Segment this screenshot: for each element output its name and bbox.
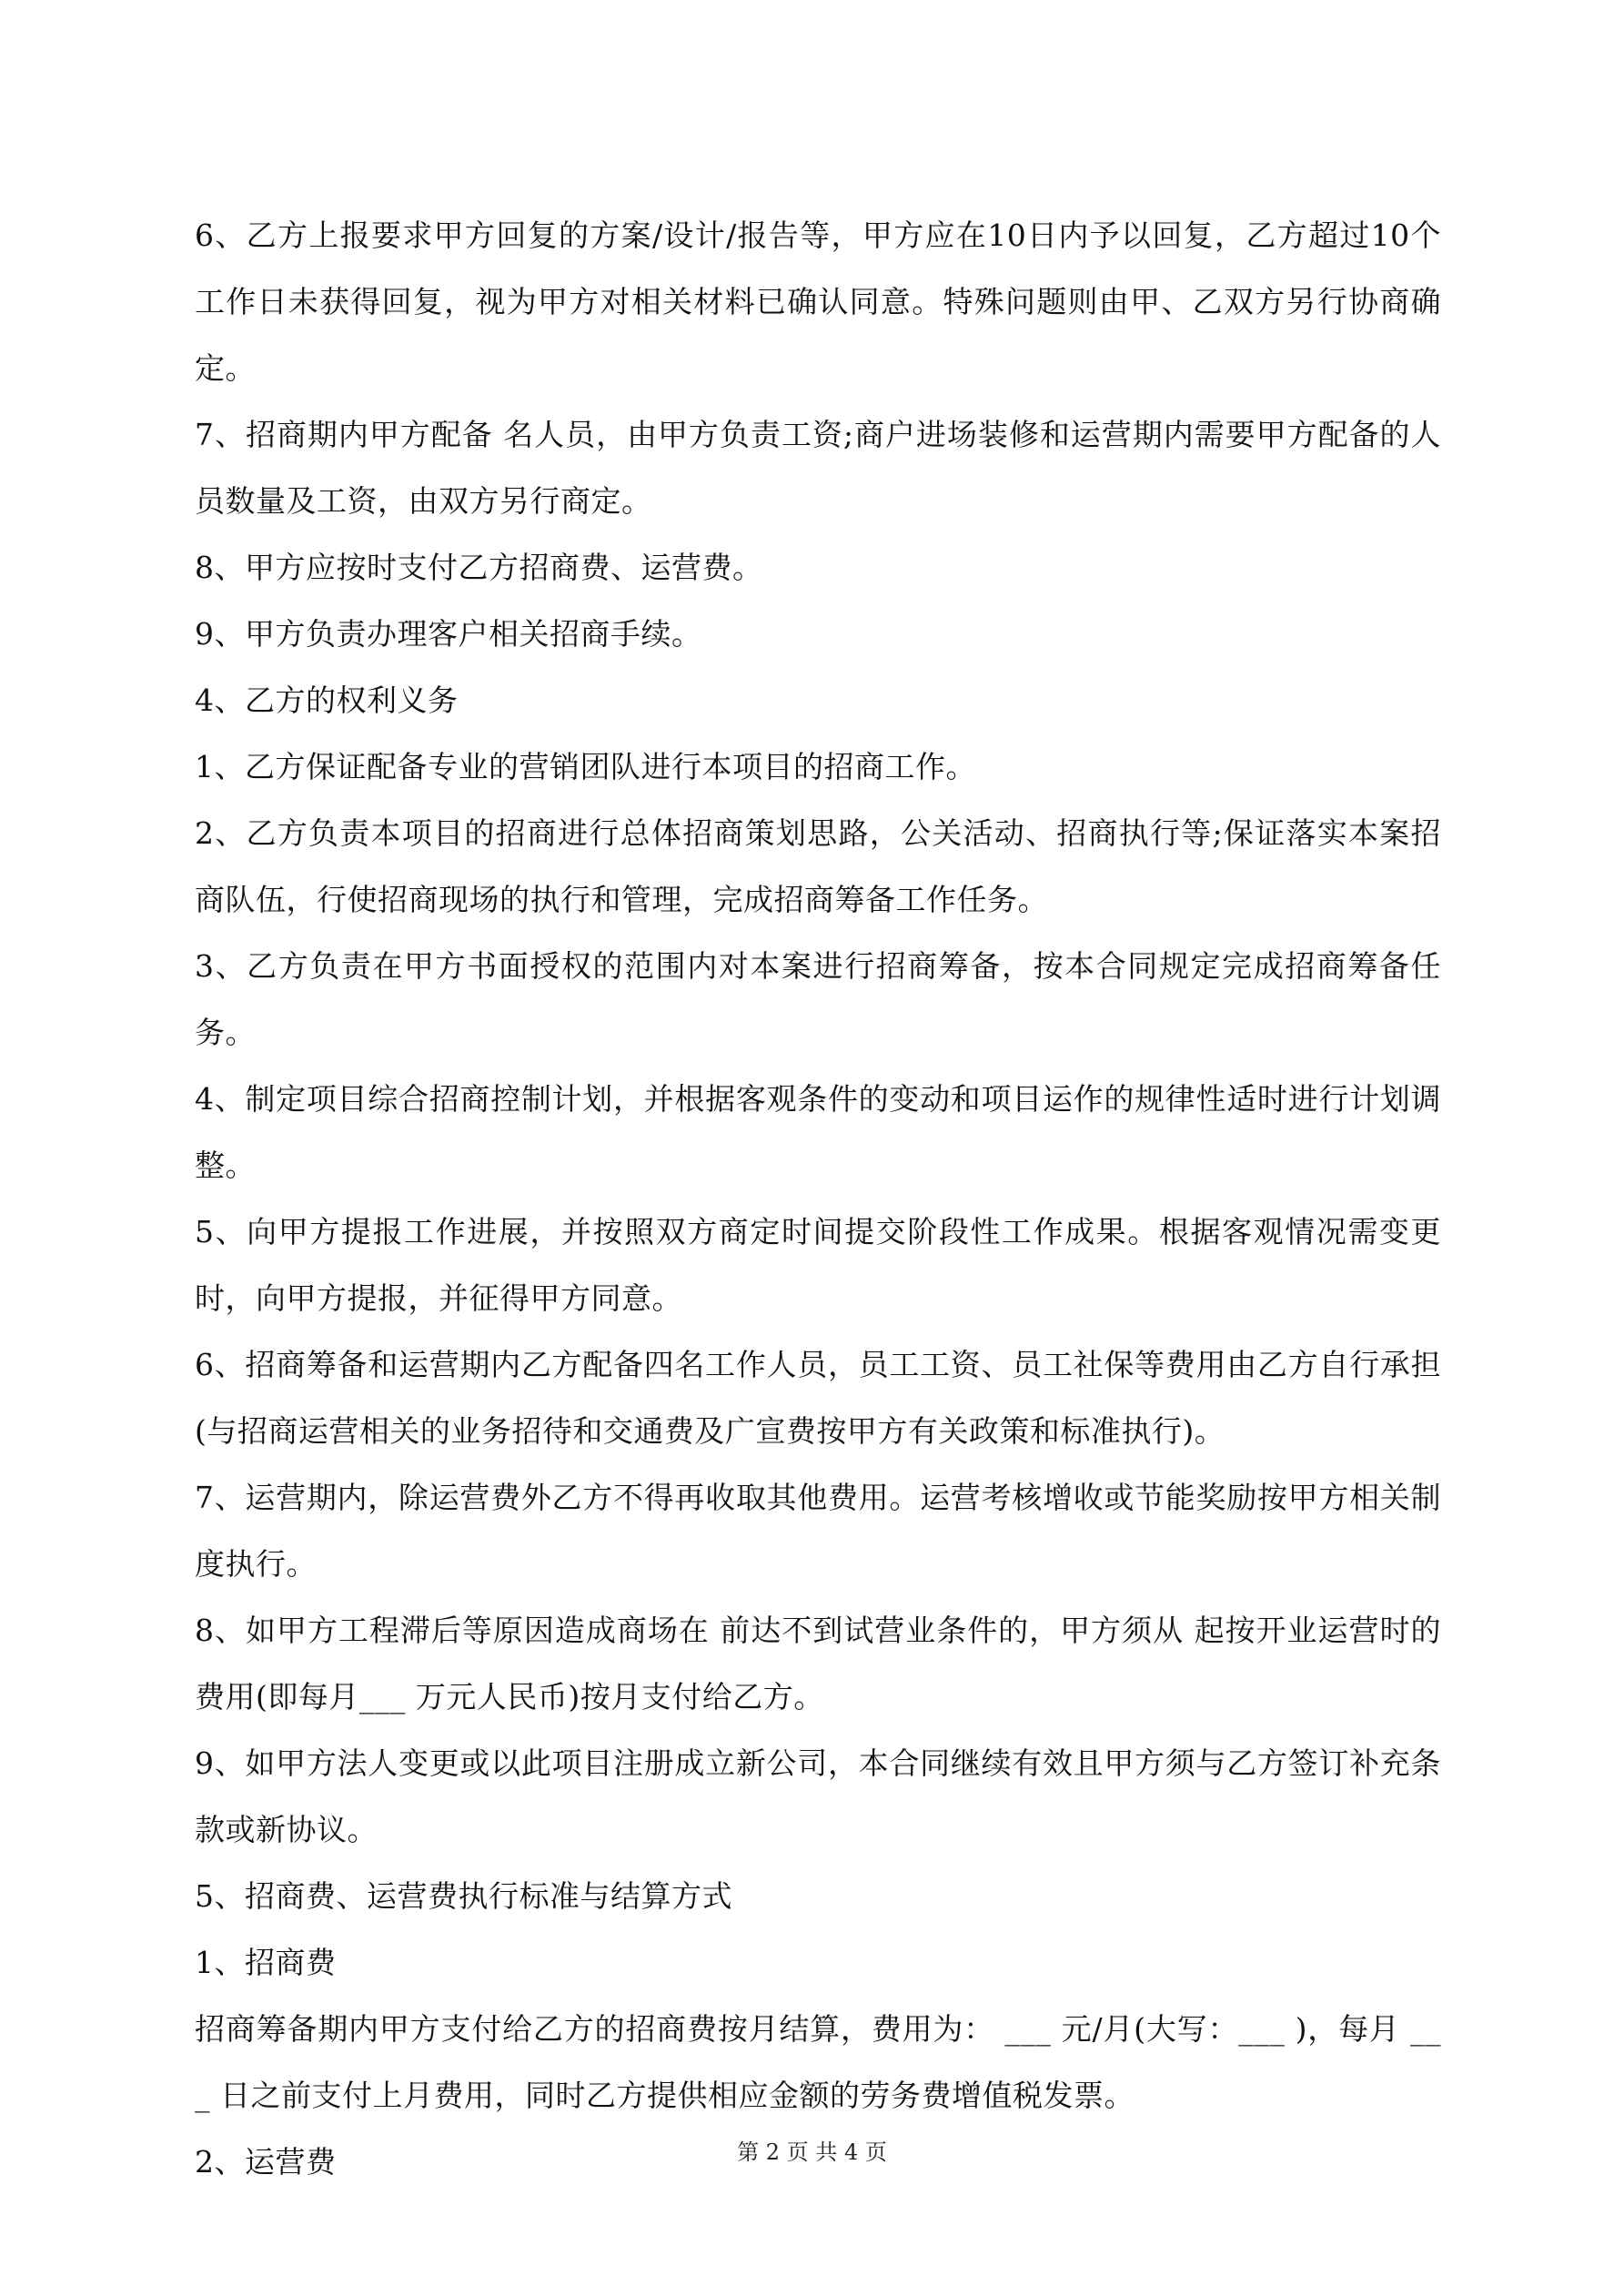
section-heading: 5、招商费、运营费执行标准与结算方式	[195, 1878, 732, 1914]
paragraph: 9、如甲方法人变更或以此项目注册成立新公司，本合同继续有效且甲方须与乙方签订补充条款或新协议。	[195, 1745, 1441, 1847]
paragraph: 7、招商期内甲方配备 名人员，由甲方负责工资;商户进场装修和运营期内需要甲方配备的人员数量及工资，由双方另行商定。	[195, 417, 1441, 519]
paragraph: 6、招商筹备和运营期内乙方配备四名工作人员，员工工资、员工社保等费用由乙方自行承担(与招商运营相关的业务招待和交通费及广宣费按甲方有关政策和标准执行)。	[195, 1347, 1441, 1449]
subsection-heading: 1、招商费	[195, 1945, 337, 1980]
paragraph: 1、乙方保证配备专业的营销团队进行本项目的招商工作。	[195, 749, 976, 784]
page-footer: 第 2 页 共 4 页	[737, 2139, 887, 2165]
paragraph: 6、乙方上报要求甲方回复的方案/设计/报告等，甲方应在10日内予以回复，乙方超过10个工作日未获得回复，视为甲方对相关材料已确认同意。特殊问题则由甲、乙双方另行协商确定。	[195, 217, 1441, 386]
paragraph: 3、乙方负责在甲方书面授权的范围内对本案进行招商筹备，按本合同规定完成招商筹备任务。	[195, 948, 1441, 1050]
paragraph: 4、制定项目综合招商控制计划，并根据客观条件的变动和项目运作的规律性适时进行计划调整。	[195, 1081, 1441, 1183]
paragraph: 5、向甲方提报工作进展，并按照双方商定时间提交阶段性工作成果。根据客观情况需变更时，向甲方提报，并征得甲方同意。	[195, 1214, 1441, 1316]
paragraph: 7、运营期内，除运营费外乙方不得再收取其他费用。运营考核增收或节能奖励按甲方相关制度执行。	[195, 1480, 1441, 1582]
paragraph: 8、甲方应按时支付乙方招商费、运营费。	[195, 550, 763, 585]
paragraph: 2、乙方负责本项目的招商进行总体招商策划思路，公关活动、招商执行等;保证落实本案招商队伍，行使招商现场的执行和管理，完成招商筹备工作任务。	[195, 815, 1441, 917]
paragraph: 招商筹备期内甲方支付给乙方的招商费按月结算，费用为： ___ 元/月(大写：___ )，每月 ___ 日之前支付上月费用，同时乙方提供相应金额的劳务费增值税发票。	[195, 2011, 1441, 2113]
paragraph: 8、如甲方工程滞后等原因造成商场在 前达不到试营业条件的，甲方须从 起按开业运营时的费用(即每月___ 万元人民币)按月支付给乙方。	[195, 1613, 1441, 1714]
document-body	[195, 202, 1441, 2195]
paragraph: 9、甲方负责办理客户相关招商手续。	[195, 616, 702, 652]
section-heading: 4、乙方的权利义务	[195, 683, 459, 718]
subsection-heading: 2、运营费	[195, 2144, 337, 2180]
